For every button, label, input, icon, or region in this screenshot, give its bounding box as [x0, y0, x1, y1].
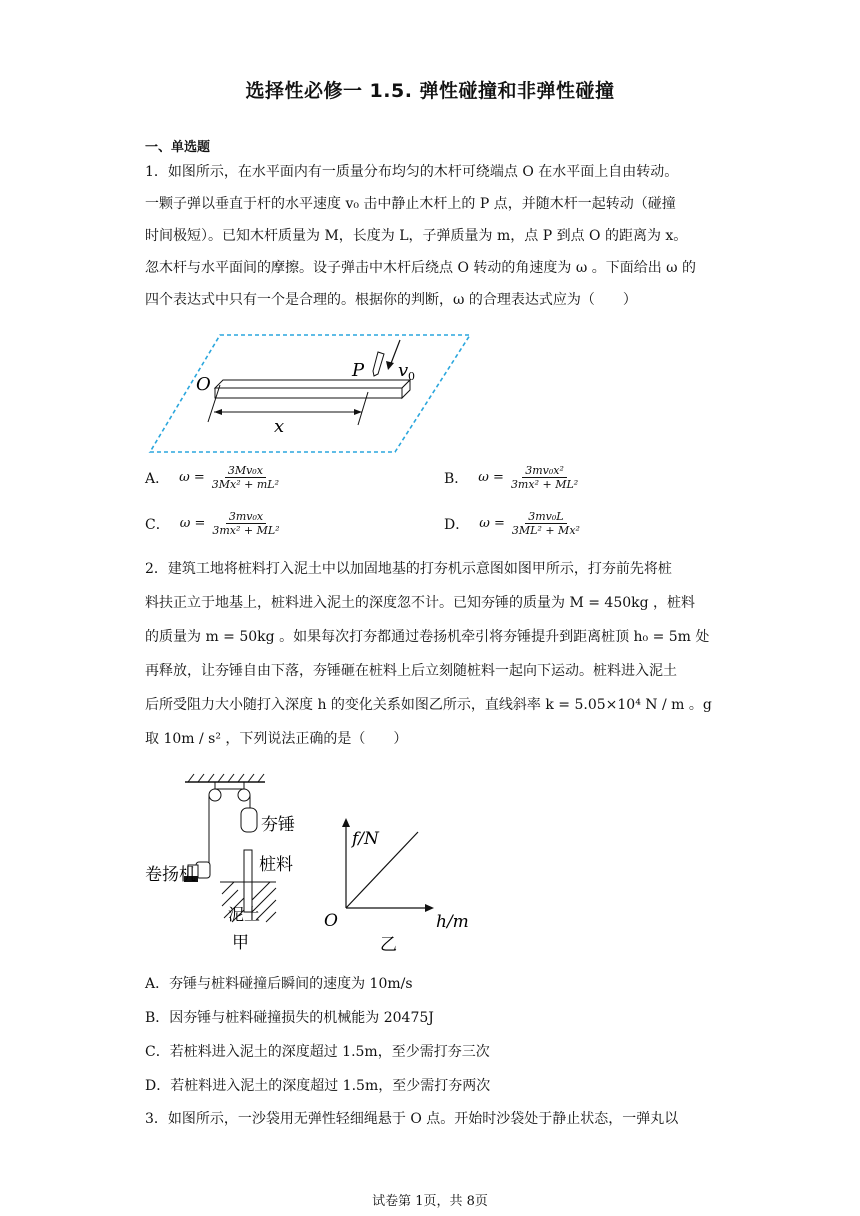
- q2-line: 后所受阻力大小随打入深度 h 的变化关系如图乙所示，直线斜率 k = 5.05×10⁴ N / m 。g: [145, 697, 712, 713]
- option-fraction: [509, 510, 583, 537]
- fraction-denominator: 3mx² + ML²: [212, 524, 280, 537]
- fraction-numerator: 3mv₀x: [226, 510, 266, 524]
- label-v0-subscript: 0: [408, 370, 415, 383]
- q2-line: 的质量为 m = 50kg 。如果每次打夯都通过卷扬机牵引将夯锤提升到距离桩顶 h₀ = 5m 处: [145, 629, 710, 645]
- q2-line: 2．建筑工地将桩料打入泥土中以加固地基的打夯机示意图如图甲所示，打夯前先将桩: [145, 561, 672, 577]
- label-yi: 乙: [380, 935, 397, 955]
- label-x: x: [274, 416, 285, 437]
- q2-option-c[interactable]: C．若桩料进入泥土的深度超过 1.5m，至少需打夯三次: [145, 1044, 490, 1060]
- q1-line: 时间极短）。已知木杆质量为 M，长度为 L，子弹质量为 m，点 P 到点 O 的距离为 x。: [145, 228, 688, 244]
- label-p: P: [352, 360, 365, 381]
- label-jia: 甲: [232, 933, 249, 953]
- q2-line: 再释放，让夯锤自由下落，夯锤砸在桩料上后立刻随桩料一起向下运动。桩料进入泥土: [145, 663, 677, 679]
- option-lhs: ω =: [479, 516, 505, 531]
- option-lhs: ω =: [179, 470, 205, 485]
- option-label: A．: [145, 470, 170, 487]
- q1-option-b[interactable]: [444, 464, 581, 491]
- page-title: 选择性必修一 1.5. 弹性碰撞和非弹性碰撞: [245, 80, 615, 102]
- q2-option-b[interactable]: B．因夯锤与桩料碰撞损失的机械能为 20475J: [145, 1010, 434, 1026]
- label-winch: 卷扬机: [145, 865, 196, 885]
- fraction-numerator: 3mv₀L: [525, 510, 566, 524]
- q1-option-c[interactable]: [145, 510, 283, 537]
- label-v0: v: [398, 360, 409, 381]
- q1-line: 1．如图所示，在水平面内有一质量分布均匀的木杆可绕端点 O 在水平面上自由转动。: [145, 164, 679, 180]
- section-heading: 一、单选题: [145, 140, 211, 155]
- q2-figure-pile-driver: [140, 770, 480, 960]
- q1-line: 一颗子弹以垂直于杆的水平速度 v₀ 击中静止木杆上的 P 点，并随木杆一起转动（碰撞: [145, 196, 676, 212]
- q2-option-a[interactable]: A．夯锤与桩料碰撞后瞬间的速度为 10m/s: [145, 976, 413, 992]
- q1-figure-rod: [140, 330, 480, 460]
- question-3-text: [145, 1103, 715, 1135]
- fraction-numerator: 3mv₀x²: [522, 464, 567, 478]
- q3-line: 3．如图所示，一沙袋用无弹性轻细绳悬于 O 点。开始时沙袋处于静止状态，一弹丸以: [145, 1111, 679, 1127]
- fraction-numerator: 3Mv₀x: [225, 464, 266, 478]
- q1-line: 四个表达式中只有一个是合理的。根据你的判断，ω 的合理表达式应为（ ）: [145, 292, 637, 308]
- label-o: O: [196, 374, 211, 395]
- q1-option-a[interactable]: [145, 464, 282, 491]
- label-soil: 泥土: [228, 905, 261, 924]
- label-hammer: 夯锤: [261, 815, 295, 835]
- question-1-text: [145, 156, 715, 316]
- option-label: C．: [145, 516, 170, 533]
- fraction-denominator: 3Mx² + mL²: [211, 478, 279, 491]
- graph-f-axis-label: f/N: [352, 829, 379, 849]
- option-fraction: [209, 464, 282, 491]
- q2-line: 料扶正立于地基上，桩料进入泥土的深度忽不计。已知夯锤的质量为 M = 450kg ，桩料: [145, 595, 696, 611]
- option-fraction: [209, 510, 282, 537]
- label-pile: 桩料: [259, 855, 293, 875]
- option-fraction: [508, 464, 581, 491]
- q2-option-d[interactable]: D．若桩料进入泥土的深度超过 1.5m，至少需打夯两次: [145, 1078, 491, 1094]
- option-lhs: ω =: [478, 470, 504, 485]
- q2-line: 取 10m / s² ，下列说法正确的是（ ）: [145, 731, 408, 747]
- graph-h-axis-label: h/m: [436, 912, 469, 932]
- fraction-denominator: 3ML² + Mx²: [511, 524, 580, 537]
- question-2-options: [145, 967, 715, 1103]
- graph-origin-label: O: [324, 911, 338, 931]
- option-label: B．: [444, 470, 469, 487]
- fraction-denominator: 3mx² + ML²: [510, 478, 579, 491]
- question-2-text: [145, 552, 715, 756]
- q1-line: 忽木杆与水平面间的摩擦。设子弹击中木杆后绕点 O 转动的角速度为 ω 。下面给出 ω 的: [145, 260, 697, 276]
- option-label: D．: [444, 516, 470, 533]
- option-lhs: ω =: [179, 516, 206, 531]
- page-footer: 试卷第 1页，共 8页: [372, 1194, 488, 1209]
- q1-option-d[interactable]: [444, 510, 583, 537]
